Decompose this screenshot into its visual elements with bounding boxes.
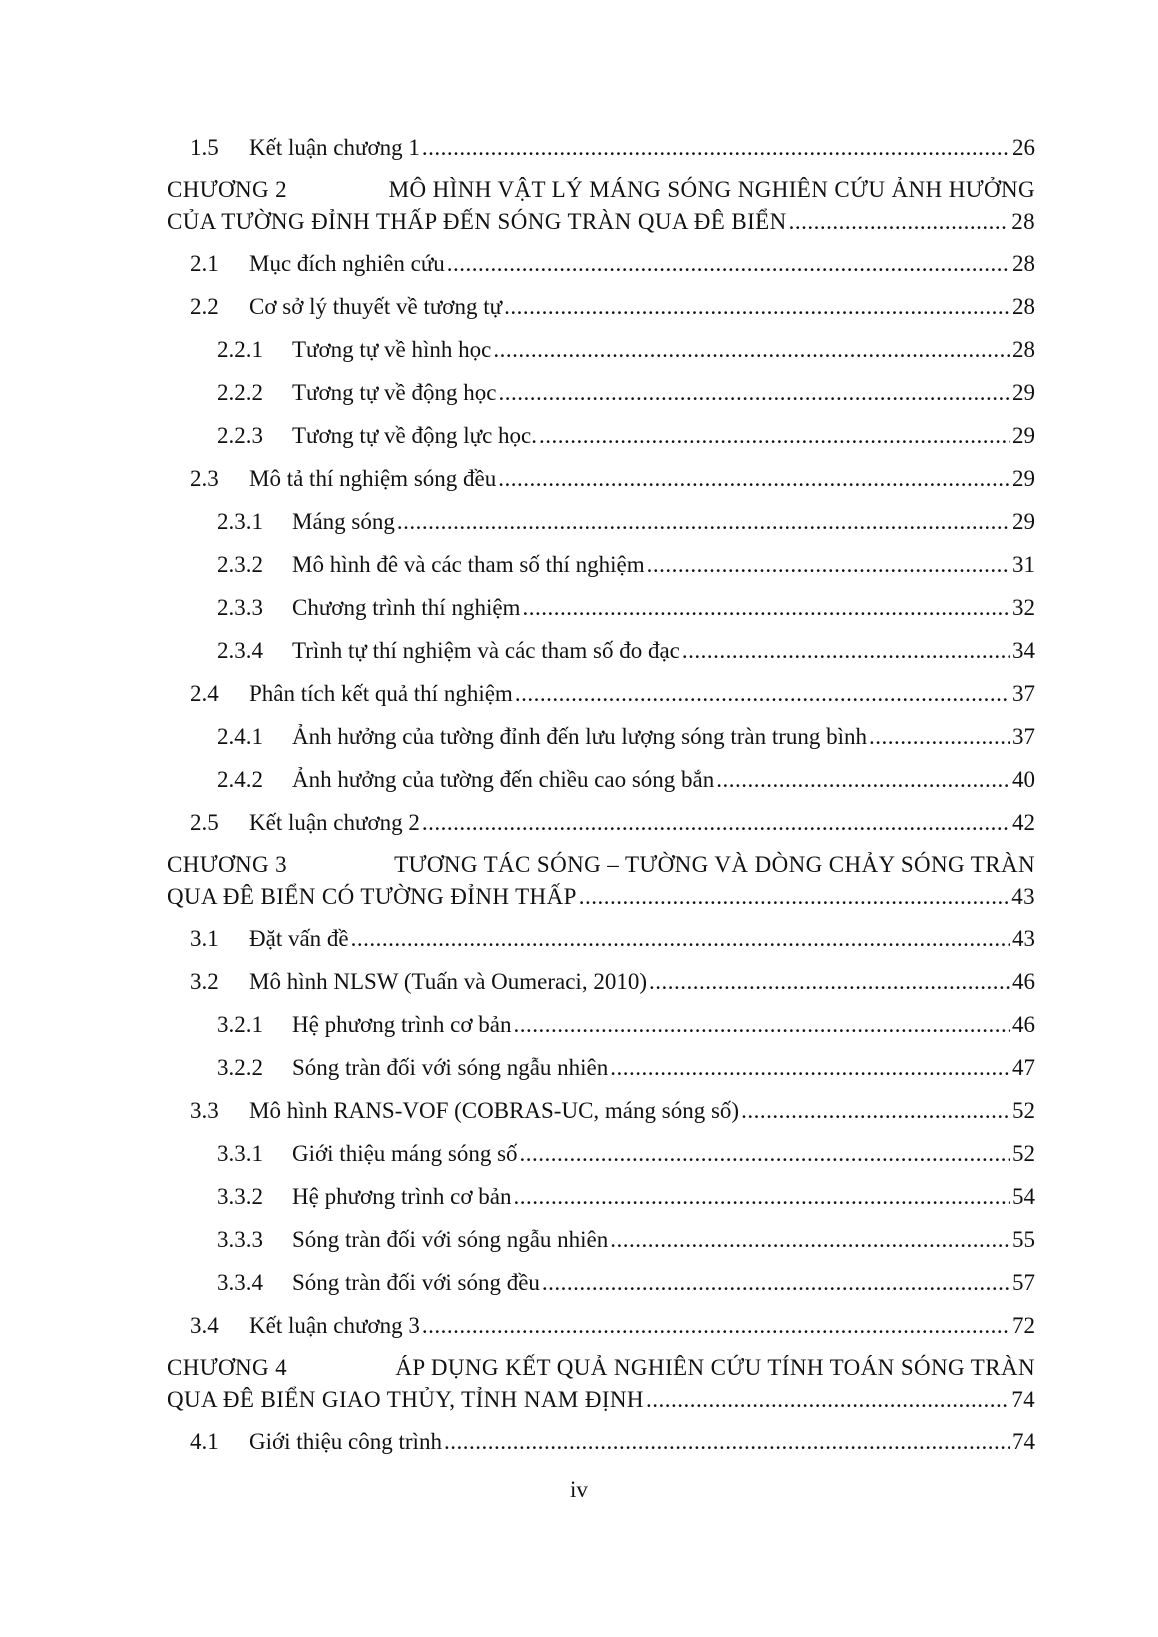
- dot-leader: [869, 720, 1010, 754]
- toc-entry-page: 28: [1012, 251, 1035, 276]
- toc-entry-number: 2.3.2: [217, 552, 263, 577]
- toc-entry-2-1[interactable]: [167, 247, 1035, 290]
- toc-entry-title: Mô tả thí nghiệm sóng đều: [249, 466, 497, 491]
- dot-leader: [351, 922, 1010, 956]
- toc-entry-title: Chương trình thí nghiệm: [292, 595, 521, 620]
- toc-entry-title: Trình tự thí nghiệm và các tham số đo đạc: [292, 638, 680, 663]
- toc-entry-number: 3.2: [190, 969, 219, 994]
- toc-entry-page: 55: [1012, 1227, 1035, 1252]
- toc-entry-page: 40: [1012, 767, 1035, 792]
- chapter-title-line1: ÁP DỤNG KẾT QUẢ NGHIÊN CỨU TÍNH TOÁN SÓNG TRÀN: [395, 1355, 1035, 1380]
- toc-entry-2-4-1[interactable]: [167, 720, 1035, 763]
- toc-entry-1-5[interactable]: [167, 131, 1035, 174]
- toc-entry-page: 28: [1012, 294, 1035, 319]
- toc-entry-page: 26: [1012, 135, 1035, 160]
- toc-entry-title: Mô hình RANS-VOF (COBRAS-UC, máng sóng số): [249, 1098, 740, 1123]
- dot-leader: [498, 462, 1010, 496]
- toc-entry-number: 3.3: [190, 1098, 219, 1123]
- toc-entry-title: Giới thiệu máng sóng số: [292, 1141, 518, 1166]
- toc-entry-page: 52: [1012, 1141, 1035, 1166]
- toc-entry-page: 43: [1012, 926, 1035, 951]
- toc-entry-page: 31: [1012, 552, 1035, 577]
- toc-entry-title: Phân tích kết quả thí nghiệm: [249, 681, 513, 706]
- dot-leader: [542, 1266, 1010, 1300]
- dot-leader: [716, 763, 1010, 797]
- toc-entry-number: 2.3.1: [217, 509, 263, 534]
- toc-entry-page: 37: [1012, 724, 1035, 749]
- toc-entry-title: Ảnh hưởng của tường đến chiều cao sóng bắn: [292, 767, 715, 792]
- toc-entry-number: 3.4: [190, 1313, 219, 1338]
- chapter-title-line2: QUA ĐÊ BIỂN CÓ TƯỜNG ĐỈNH THẤP: [167, 884, 577, 909]
- dot-leader: [579, 881, 1009, 913]
- toc-entry-page: 46: [1012, 1012, 1035, 1037]
- toc-entry-number: 3.1: [190, 926, 219, 951]
- toc-entry-title: Kết luận chương 1: [249, 135, 420, 160]
- toc-entry-page: 74: [1012, 1429, 1035, 1454]
- toc-entry-number: 2.2.2: [217, 380, 263, 405]
- dot-leader: [504, 290, 1010, 324]
- toc-entry-3-2-1[interactable]: [167, 1008, 1035, 1051]
- dot-leader: [498, 376, 1010, 410]
- dot-leader: [610, 1223, 1010, 1257]
- toc-entry-page: 54: [1012, 1184, 1035, 1209]
- toc-entry-number: 3.3.4: [217, 1270, 263, 1295]
- chapter-title-line2: CỦA TƯỜNG ĐỈNH THẤP ĐẾN SÓNG TRÀN QUA ĐÊ BIỂN: [167, 209, 787, 234]
- dot-leader: [515, 677, 1010, 711]
- toc-entry-page: 29: [1012, 509, 1035, 534]
- dot-leader: [513, 1180, 1010, 1214]
- chapter-label: CHƯƠNG 3: [167, 852, 288, 877]
- toc-entry-3-4[interactable]: [167, 1309, 1035, 1352]
- toc-entry-page: 46: [1012, 969, 1035, 994]
- toc-entry-number: 2.2.3: [217, 423, 263, 448]
- toc-entry-title: Hệ phương trình cơ bản: [292, 1184, 512, 1209]
- chapter-title-line1: TƯƠNG TÁC SÓNG – TƯỜNG VÀ DÒNG CHẢY SÓNG TRÀN: [394, 852, 1035, 877]
- toc-entry-2-2[interactable]: [167, 290, 1035, 333]
- toc-entry-title: Giới thiệu công trình: [249, 1429, 442, 1454]
- dot-leader: [649, 965, 1010, 999]
- toc-entry-title: Sóng tràn đối với sóng ngẫu nhiên: [292, 1055, 609, 1080]
- toc-entry-page: 29: [1012, 466, 1035, 491]
- chapter-title-line1: MÔ HÌNH VẬT LÝ MÁNG SÓNG NGHIÊN CỨU ẢNH HƯỞNG: [388, 177, 1035, 202]
- toc-entry-title: Kết luận chương 3: [249, 1313, 420, 1338]
- toc-entry-title: Máng sóng: [292, 509, 395, 534]
- toc-entry-number: 3.3.2: [217, 1184, 263, 1209]
- toc-entry-title: Mô hình NLSW (Tuấn và Oumeraci, 2010): [249, 969, 647, 994]
- toc-entry-3-1[interactable]: [167, 922, 1035, 965]
- toc-entry-title: Sóng tràn đối với sóng đều: [292, 1270, 540, 1295]
- dot-leader: [422, 806, 1010, 840]
- chapter-label: CHƯƠNG 2: [167, 177, 288, 202]
- toc-entry-2-4-2[interactable]: [167, 763, 1035, 806]
- toc-entry-2-2-3[interactable]: [167, 419, 1035, 462]
- dot-leader: [447, 247, 1010, 281]
- chapter-label: CHƯƠNG 4: [167, 1355, 288, 1380]
- toc-chapter-2[interactable]: [167, 174, 1035, 238]
- dot-leader: [444, 1425, 1010, 1459]
- toc-entry-2-5[interactable]: [167, 806, 1035, 849]
- toc-entry-page: 52: [1012, 1098, 1035, 1123]
- dot-leader: [646, 1384, 1009, 1416]
- toc-entry-page: 34: [1012, 638, 1035, 663]
- toc-entry-number: 2.1: [190, 251, 219, 276]
- toc-entry-2-3-1[interactable]: [167, 505, 1035, 548]
- toc-entry-3-3-3[interactable]: [167, 1223, 1035, 1266]
- dot-leader: [520, 1137, 1010, 1171]
- toc-entry-page: 28: [1012, 337, 1035, 362]
- toc-entry-3-3-2[interactable]: [167, 1180, 1035, 1223]
- toc-entry-2-3[interactable]: [167, 462, 1035, 505]
- chapter-page: 74: [1011, 1387, 1035, 1412]
- toc-entry-3-2-2[interactable]: [167, 1051, 1035, 1094]
- toc-entry-title: Mô hình đê và các tham số thí nghiệm: [292, 552, 645, 577]
- table-of-contents: [167, 131, 1035, 1468]
- toc-entry-page: 29: [1012, 380, 1035, 405]
- toc-entry-page: 32: [1012, 595, 1035, 620]
- dot-leader: [422, 131, 1010, 165]
- toc-entry-number: 2.2.1: [217, 337, 263, 362]
- toc-entry-page: 72: [1012, 1313, 1035, 1338]
- toc-entry-3-2[interactable]: [167, 965, 1035, 1008]
- toc-entry-number: 2.2: [190, 294, 219, 319]
- chapter-page: 43: [1011, 884, 1035, 909]
- toc-entry-title: Tương tự về hình học: [292, 337, 492, 362]
- dot-leader: [682, 634, 1010, 668]
- dot-leader: [493, 333, 1010, 367]
- toc-entry-number: 2.3.4: [217, 638, 263, 663]
- toc-entry-number: 1.5: [190, 135, 219, 160]
- dot-leader: [422, 1309, 1010, 1343]
- dot-leader: [397, 505, 1010, 539]
- toc-entry-number: 4.1: [190, 1429, 219, 1454]
- toc-chapter-3[interactable]: [167, 849, 1035, 913]
- dot-leader: [539, 419, 1010, 453]
- toc-entry-title: Tương tự về động học: [292, 380, 497, 405]
- toc-entry-number: 3.2.1: [217, 1012, 263, 1037]
- toc-entry-2-3-3[interactable]: [167, 591, 1035, 634]
- toc-entry-page: 57: [1012, 1270, 1035, 1295]
- toc-entry-title: Tương tự về động lực học.: [292, 423, 538, 448]
- dot-leader: [513, 1008, 1010, 1042]
- toc-entry-4-1[interactable]: [167, 1425, 1035, 1468]
- toc-entry-2-3-2[interactable]: [167, 548, 1035, 591]
- toc-chapter-4[interactable]: [167, 1352, 1035, 1416]
- toc-entry-title: Cơ sở lý thuyết về tương tự: [249, 294, 503, 319]
- toc-entry-number: 2.4.2: [217, 767, 263, 792]
- toc-entry-title: Mục đích nghiên cứu: [249, 251, 445, 276]
- toc-entry-2-2-1[interactable]: [167, 333, 1035, 376]
- toc-entry-page: 29: [1012, 423, 1035, 448]
- toc-entry-number: 2.3: [190, 466, 219, 491]
- toc-entry-title: Hệ phương trình cơ bản: [292, 1012, 512, 1037]
- dot-leader: [647, 548, 1010, 582]
- toc-entry-3-3-1[interactable]: [167, 1137, 1035, 1180]
- toc-entry-title: Ảnh hưởng của tường đỉnh đến lưu lượng sóng tràn trung bình: [292, 724, 868, 749]
- dot-leader: [741, 1094, 1010, 1128]
- toc-entry-number: 2.4: [190, 681, 219, 706]
- dot-leader: [789, 206, 1010, 238]
- toc-entry-page: 47: [1012, 1055, 1035, 1080]
- toc-entry-2-4[interactable]: [167, 677, 1035, 720]
- toc-entry-title: Kết luận chương 2: [249, 810, 420, 835]
- toc-entry-number: 3.3.3: [217, 1227, 263, 1252]
- toc-entry-number: 3.3.1: [217, 1141, 263, 1166]
- chapter-page: 28: [1011, 209, 1035, 234]
- chapter-title-line2: QUA ĐÊ BIỂN GIAO THỦY, TỈNH NAM ĐỊNH: [167, 1387, 644, 1412]
- toc-entry-title: Sóng tràn đối với sóng ngẫu nhiên: [292, 1227, 609, 1252]
- toc-entry-3-3-4[interactable]: [167, 1266, 1035, 1309]
- toc-entry-title: Đặt vấn đề: [249, 926, 349, 951]
- toc-entry-3-3[interactable]: [167, 1094, 1035, 1137]
- page-number: iv: [570, 1477, 588, 1502]
- toc-entry-2-2-2[interactable]: [167, 376, 1035, 419]
- dot-leader: [610, 1051, 1010, 1085]
- toc-entry-number: 2.3.3: [217, 595, 263, 620]
- toc-entry-number: 2.4.1: [217, 724, 263, 749]
- toc-entry-page: 42: [1012, 810, 1035, 835]
- toc-entry-2-3-4[interactable]: [167, 634, 1035, 677]
- toc-entry-number: 2.5: [190, 810, 219, 835]
- toc-entry-number: 3.2.2: [217, 1055, 263, 1080]
- toc-entry-page: 37: [1012, 681, 1035, 706]
- dot-leader: [522, 591, 1010, 625]
